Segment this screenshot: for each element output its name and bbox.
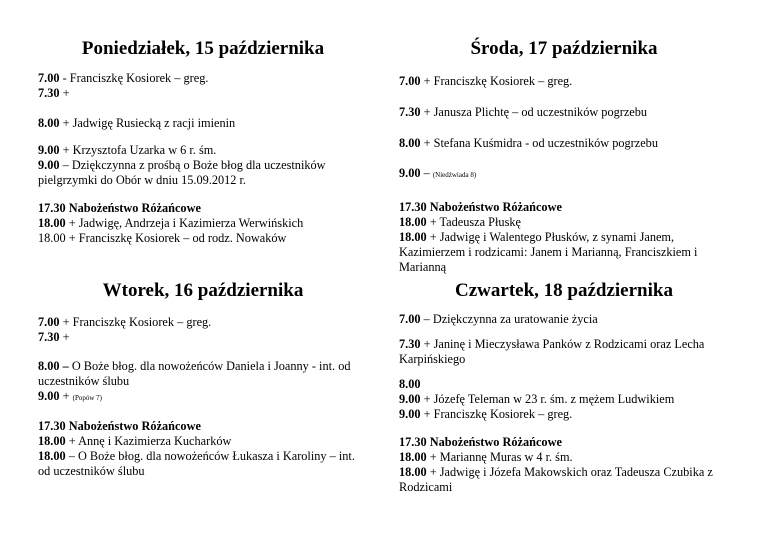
- day-monday: [38, 38, 368, 245]
- day-tuesday: [38, 280, 368, 478]
- mass-list: [399, 74, 729, 285]
- day-title: Środa, 17 października: [470, 38, 658, 59]
- mass-entry: 7.00 – Dziękczynna za uratowanie życia: [399, 312, 598, 326]
- mass-entry: 17.30 Nabożeństwo Różańcowe 18.00 + Jadwigę, Andrzeja i Kazimierza Werwińskich 18.00 + Franciszkę Kosiorek – od rodz. Nowaków: [38, 201, 304, 245]
- day-title: Wtorek, 16 października: [102, 280, 304, 301]
- mass-list: [38, 71, 368, 256]
- mass-entry: 7.30 + Janusza Plichtę – od uczestników pogrzebu: [399, 105, 648, 119]
- mass-entry: 8.00 + Jadwigę Rusiecką z racji imienin: [38, 116, 236, 130]
- mass-entry: 7.00 + Franciszkę Kosiorek – greg.: [399, 74, 573, 88]
- mass-entry: 9.00 – (Niedźwiada 8): [399, 166, 477, 180]
- mass-entry: 7.00 + Franciszkę Kosiorek – greg. 7.30 +: [38, 315, 212, 344]
- mass-entry: 9.00 + Krzysztofa Uzarka w 6 r. śm. 9.00 – Dziękczynna z prośbą o Boże błog dla uczestników pielgrzymki do Obór w dniu 15.09.2012 r.: [38, 143, 326, 187]
- mass-entry: 17.30 Nabożeństwo Różańcowe 18.00 + Mariannę Muras w 4 r. śm. 18.00 + Jadwigę i Józefa Makowskich oraz Tadeusza Czubika z Rodzicami: [399, 435, 713, 494]
- mass-list: [38, 315, 368, 489]
- mass-entry: 17.30 Nabożeństwo Różańcowe 18.00 + Annę i Kazimierza Kucharków 18.00 – O Boże błog. dla nowożeńców Łukasza i Karoliny – int. od uczestników ślubu: [38, 419, 355, 478]
- mass-entry: 8.00 9.00 + Józefę Teleman w 23 r. śm. z mężem Ludwikiem 9.00 + Franciszkę Kosiorek – greg.: [399, 377, 675, 421]
- mass-list: [399, 312, 729, 505]
- mass-entry: 8.00 + Stefana Kuśmidra - od uczestników pogrzebu: [399, 136, 658, 150]
- mass-entry: 7.30 + Janinę i Mieczysława Panków z Rodzicami oraz Lecha Karpińskiego: [399, 337, 705, 366]
- day-thursday: [399, 280, 729, 494]
- day-title: Poniedziałek, 15 października: [81, 38, 325, 59]
- mass-entry: 8.00 – O Boże błog. dla nowożeńców Daniela i Joanny - int. od uczestników ślubu 9.00 + (Popów 7): [38, 359, 351, 403]
- mass-entry: 7.00 - Franciszkę Kosiorek – greg. 7.30 +: [38, 71, 209, 100]
- mass-entry: 17.30 Nabożeństwo Różańcowe 18.00 + Tadeusza Płuskę 18.00 + Jadwigę i Walentego Płusków, z synami Janem, Kazimierzem i rodzicami: Janem i Marianną, Franciszkiem i Marianną: [399, 200, 698, 274]
- day-title: Czwartek, 18 października: [455, 280, 673, 301]
- day-wednesday: [399, 38, 729, 274]
